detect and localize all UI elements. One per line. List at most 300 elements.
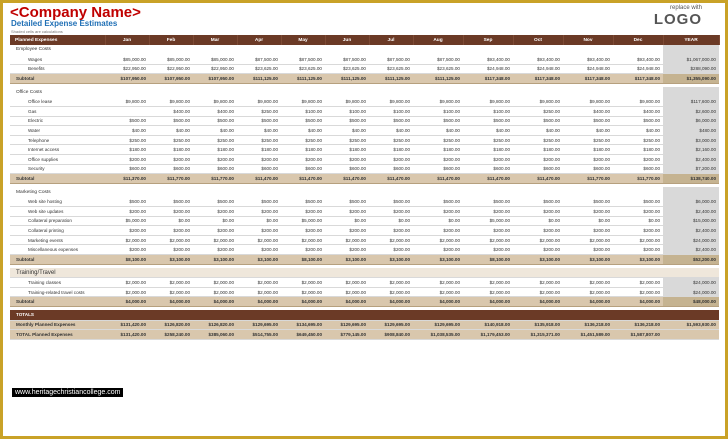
value-cell[interactable]: $200.00 [325,207,369,217]
value-cell[interactable]: $600.00 [613,164,663,174]
value-cell[interactable]: $117,348.00 [463,74,513,84]
value-cell[interactable]: $500.00 [513,116,563,126]
value-cell[interactable]: $200.00 [463,207,513,217]
value-cell[interactable]: $9,800.00 [413,97,463,107]
value-cell[interactable] [325,45,369,55]
value-cell[interactable]: $200.00 [613,245,663,255]
value-cell[interactable]: $200.00 [413,245,463,255]
value-cell[interactable]: $0.00 [369,216,413,226]
value-cell[interactable] [193,310,237,320]
value-cell[interactable]: $180.00 [563,145,613,155]
value-cell[interactable]: $200.00 [463,226,513,236]
value-cell[interactable]: $0.00 [193,216,237,226]
value-cell[interactable]: $200.00 [513,226,563,236]
value-cell[interactable]: $250.00 [613,135,663,145]
value-cell[interactable]: $500.00 [513,197,563,207]
value-cell[interactable]: $250.00 [149,135,193,145]
value-cell[interactable]: $4,000.00 [513,297,563,307]
value-cell[interactable]: $2,000.00 [237,278,281,288]
value-cell[interactable]: $3,100.00 [237,254,281,264]
value-cell[interactable]: $0.00 [149,216,193,226]
value-cell[interactable] [149,268,193,278]
year-total-cell[interactable]: $7,200.00 [663,164,719,174]
value-cell[interactable]: $2,000.00 [149,278,193,288]
value-cell[interactable] [281,310,325,320]
value-cell[interactable] [105,45,149,55]
value-cell[interactable]: $11,470.00 [369,174,413,184]
value-cell[interactable]: $129,695.00 [369,320,413,330]
value-cell[interactable] [413,187,463,197]
value-cell[interactable]: $9,800.00 [325,97,369,107]
value-cell[interactable] [463,187,513,197]
value-cell[interactable]: $4,000.00 [149,297,193,307]
value-cell[interactable]: $400.00 [613,107,663,117]
row-label[interactable]: Benefits [10,64,105,74]
value-cell[interactable]: $87,500.00 [325,55,369,65]
value-cell[interactable]: $3,100.00 [325,254,369,264]
value-cell[interactable]: $11,470.00 [237,174,281,184]
year-total-cell[interactable]: $2,400.00 [663,207,719,217]
row-label[interactable]: Subtotal [10,174,105,184]
value-cell[interactable]: $200.00 [325,245,369,255]
year-total-cell[interactable]: $24,000.00 [663,235,719,245]
value-cell[interactable]: $4,000.00 [281,297,325,307]
value-cell[interactable]: $4,000.00 [193,297,237,307]
value-cell[interactable] [369,310,413,320]
year-total-cell[interactable]: $52,200.00 [663,254,719,264]
value-cell[interactable]: $180.00 [325,145,369,155]
value-cell[interactable]: $600.00 [513,164,563,174]
value-cell[interactable] [463,268,513,278]
value-cell[interactable]: $400.00 [149,107,193,117]
value-cell[interactable]: $5,000.00 [281,216,325,226]
value-cell[interactable]: $4,000.00 [325,297,369,307]
value-cell[interactable]: $9,800.00 [563,97,613,107]
value-cell[interactable]: $40.00 [369,126,413,136]
value-cell[interactable]: $2,000.00 [463,287,513,297]
value-cell[interactable]: $200.00 [369,226,413,236]
value-cell[interactable]: $131,420.00 [105,320,149,330]
value-cell[interactable]: $200.00 [513,155,563,165]
value-cell[interactable]: $4,000.00 [369,297,413,307]
value-cell[interactable] [193,187,237,197]
value-cell[interactable]: $200.00 [149,155,193,165]
value-cell[interactable]: $40.00 [563,126,613,136]
value-cell[interactable]: $500.00 [563,116,613,126]
value-cell[interactable]: $500.00 [369,116,413,126]
value-cell[interactable]: $2,000.00 [563,278,613,288]
value-cell[interactable]: $180.00 [193,145,237,155]
value-cell[interactable]: $200.00 [613,155,663,165]
value-cell[interactable]: $250.00 [513,135,563,145]
value-cell[interactable]: $600.00 [563,164,613,174]
year-total-cell[interactable]: $6,000.00 [663,197,719,207]
value-cell[interactable]: $200.00 [613,226,663,236]
value-cell[interactable]: $4,000.00 [563,297,613,307]
value-cell[interactable]: $5,000.00 [105,216,149,226]
year-total-cell[interactable]: $117,600.00 [663,97,719,107]
value-cell[interactable]: $131,420.00 [105,330,149,340]
year-total-cell[interactable]: $480.00 [663,126,719,136]
value-cell[interactable]: $11,470.00 [463,174,513,184]
value-cell[interactable]: $23,625.00 [325,64,369,74]
value-cell[interactable]: $40.00 [105,126,149,136]
value-cell[interactable]: $2,000.00 [325,287,369,297]
value-cell[interactable]: $5,000.00 [463,216,513,226]
value-cell[interactable] [513,45,563,55]
value-cell[interactable]: $129,695.00 [325,320,369,330]
value-cell[interactable] [613,45,663,55]
value-cell[interactable]: $500.00 [281,116,325,126]
value-cell[interactable]: $111,125.00 [369,74,413,84]
value-cell[interactable]: $129,695.00 [237,320,281,330]
value-cell[interactable] [513,310,563,320]
value-cell[interactable]: $200.00 [613,207,663,217]
value-cell[interactable]: $500.00 [369,197,413,207]
value-cell[interactable] [105,87,149,97]
value-cell[interactable]: $2,000.00 [325,235,369,245]
value-cell[interactable]: $4,000.00 [413,297,463,307]
value-cell[interactable] [325,310,369,320]
value-cell[interactable]: $500.00 [237,197,281,207]
value-cell[interactable]: $0.00 [613,216,663,226]
value-cell[interactable] [193,268,237,278]
value-cell[interactable]: $200.00 [463,245,513,255]
value-cell[interactable]: $117,348.00 [563,74,613,84]
value-cell[interactable]: $4,000.00 [105,297,149,307]
row-label[interactable]: Telephone [10,135,105,145]
value-cell[interactable]: $11,470.00 [513,174,563,184]
year-total-cell[interactable]: $138,740.00 [663,174,719,184]
value-cell[interactable]: $200.00 [563,226,613,236]
value-cell[interactable]: $40.00 [513,126,563,136]
value-cell[interactable]: $500.00 [413,197,463,207]
row-label[interactable]: Marketing Costs [16,189,51,195]
value-cell[interactable] [369,45,413,55]
value-cell[interactable]: $9,800.00 [613,97,663,107]
value-cell[interactable]: $40.00 [281,126,325,136]
value-cell[interactable]: $258,240.00 [149,330,193,340]
value-cell[interactable] [325,87,369,97]
value-cell[interactable] [237,310,281,320]
row-label[interactable]: Marketing events [10,235,105,245]
value-cell[interactable] [237,45,281,55]
value-cell[interactable] [369,268,413,278]
year-total-cell[interactable] [663,268,719,278]
row-label[interactable]: Employee Costs [16,47,51,53]
row-label[interactable]: Subtotal [10,297,105,307]
year-total-cell[interactable] [663,187,719,197]
value-cell[interactable] [237,187,281,197]
value-cell[interactable]: $600.00 [281,164,325,174]
value-cell[interactable]: $93,400.00 [513,55,563,65]
row-label[interactable]: Office supplies [10,155,105,165]
value-cell[interactable]: $600.00 [149,164,193,174]
value-cell[interactable]: $9,800.00 [513,97,563,107]
value-cell[interactable]: $514,755.00 [237,330,281,340]
value-cell[interactable]: $40.00 [193,126,237,136]
value-cell[interactable]: $0.00 [325,216,369,226]
value-cell[interactable]: $200.00 [369,155,413,165]
row-label[interactable]: Web site updates [10,207,105,217]
value-cell[interactable]: $85,000.00 [193,55,237,65]
value-cell[interactable]: $40.00 [463,126,513,136]
year-total-cell[interactable] [663,45,719,55]
value-cell[interactable]: $93,400.00 [563,55,613,65]
row-label[interactable]: Collateral preparation [10,216,105,226]
value-cell[interactable]: $200.00 [281,226,325,236]
value-cell[interactable]: $9,800.00 [105,97,149,107]
value-cell[interactable] [281,268,325,278]
value-cell[interactable]: $2,000.00 [463,235,513,245]
value-cell[interactable] [413,87,463,97]
value-cell[interactable]: $8,100.00 [105,254,149,264]
value-cell[interactable]: $100.00 [413,107,463,117]
logo[interactable] [654,5,702,29]
year-total-cell[interactable] [663,330,719,340]
value-cell[interactable]: $4,000.00 [237,297,281,307]
value-cell[interactable]: $0.00 [513,216,563,226]
value-cell[interactable]: $400.00 [193,107,237,117]
value-cell[interactable]: $500.00 [463,116,513,126]
value-cell[interactable]: $1,315,371.00 [513,330,563,340]
value-cell[interactable]: $2,000.00 [613,287,663,297]
value-cell[interactable]: $200.00 [149,245,193,255]
value-cell[interactable]: $140,918.00 [463,320,513,330]
value-cell[interactable]: $3,100.00 [563,254,613,264]
value-cell[interactable] [325,187,369,197]
value-cell[interactable]: $40.00 [237,126,281,136]
value-cell[interactable]: $107,950.00 [105,74,149,84]
value-cell[interactable]: $3,100.00 [149,254,193,264]
value-cell[interactable]: $200.00 [149,226,193,236]
year-total-cell[interactable]: $288,090.00 [663,64,719,74]
value-cell[interactable]: $500.00 [105,116,149,126]
value-cell[interactable]: $1,179,453.00 [463,330,513,340]
column-header-aug[interactable]: Aug [413,35,463,45]
value-cell[interactable]: $2,000.00 [281,287,325,297]
value-cell[interactable]: $600.00 [463,164,513,174]
row-label[interactable]: Wages [10,55,105,65]
value-cell[interactable]: $2,000.00 [513,278,563,288]
value-cell[interactable]: $200.00 [237,245,281,255]
value-cell[interactable]: $3,100.00 [369,254,413,264]
year-total-cell[interactable] [663,87,719,97]
value-cell[interactable]: $0.00 [237,216,281,226]
value-cell[interactable]: $87,500.00 [237,55,281,65]
column-header-nov[interactable]: Nov [563,35,613,45]
value-cell[interactable]: $11,770.00 [149,174,193,184]
row-label[interactable]: Office lease [10,97,105,107]
value-cell[interactable] [463,87,513,97]
value-cell[interactable]: $180.00 [413,145,463,155]
value-cell[interactable]: $385,060.00 [193,330,237,340]
column-header-mar[interactable]: Mar [193,35,237,45]
value-cell[interactable]: $9,800.00 [149,97,193,107]
year-total-cell[interactable]: $1,067,000.00 [663,55,719,65]
value-cell[interactable]: $8,100.00 [281,254,325,264]
value-cell[interactable]: $200.00 [413,226,463,236]
value-cell[interactable]: $9,800.00 [281,97,325,107]
column-header-oct[interactable]: Oct [513,35,563,45]
value-cell[interactable]: $129,695.00 [413,320,463,330]
year-total-cell[interactable]: $15,000.00 [663,216,719,226]
row-label[interactable]: Gas [10,107,105,117]
value-cell[interactable] [613,187,663,197]
value-cell[interactable]: $200.00 [281,155,325,165]
value-cell[interactable]: $200.00 [105,226,149,236]
column-header-feb[interactable]: Feb [149,35,193,45]
value-cell[interactable]: $200.00 [149,207,193,217]
value-cell[interactable]: $649,450.00 [281,330,325,340]
value-cell[interactable]: $200.00 [325,155,369,165]
value-cell[interactable]: $200.00 [193,226,237,236]
year-total-cell[interactable]: $6,000.00 [663,116,719,126]
column-header-jun[interactable]: Jun [325,35,369,45]
value-cell[interactable] [149,45,193,55]
value-cell[interactable]: $250.00 [413,135,463,145]
value-cell[interactable]: $23,625.00 [281,64,325,74]
value-cell[interactable] [369,187,413,197]
value-cell[interactable]: $24,948.00 [613,64,663,74]
value-cell[interactable]: $180.00 [237,145,281,155]
value-cell[interactable] [413,268,463,278]
value-cell[interactable]: $250.00 [513,107,563,117]
value-cell[interactable]: $2,000.00 [149,287,193,297]
value-cell[interactable]: $2,000.00 [193,287,237,297]
value-cell[interactable] [237,87,281,97]
value-cell[interactable]: $0.00 [413,216,463,226]
value-cell[interactable]: $200.00 [369,207,413,217]
value-cell[interactable]: $500.00 [237,116,281,126]
value-cell[interactable]: $2,000.00 [413,235,463,245]
value-cell[interactable]: $200.00 [105,245,149,255]
value-cell[interactable]: $11,370.00 [105,174,149,184]
value-cell[interactable]: $2,000.00 [563,235,613,245]
value-cell[interactable]: $3,100.00 [613,254,663,264]
value-cell[interactable] [149,310,193,320]
value-cell[interactable] [563,268,613,278]
value-cell[interactable] [513,187,563,197]
value-cell[interactable]: $87,500.00 [369,55,413,65]
row-label[interactable]: Office Costs [16,89,43,95]
value-cell[interactable]: $1,451,589.00 [563,330,613,340]
value-cell[interactable]: $600.00 [237,164,281,174]
value-cell[interactable]: $600.00 [193,164,237,174]
value-cell[interactable]: $11,470.00 [281,174,325,184]
value-cell[interactable]: $134,695.00 [281,320,325,330]
value-cell[interactable]: $180.00 [369,145,413,155]
value-cell[interactable]: $9,800.00 [369,97,413,107]
value-cell[interactable]: $4,000.00 [613,297,663,307]
value-cell[interactable]: $200.00 [325,226,369,236]
value-cell[interactable]: $500.00 [281,197,325,207]
value-cell[interactable]: $180.00 [613,145,663,155]
value-cell[interactable] [413,310,463,320]
value-cell[interactable]: $200.00 [105,207,149,217]
value-cell[interactable]: $180.00 [281,145,325,155]
value-cell[interactable]: $117,348.00 [613,74,663,84]
value-cell[interactable]: $600.00 [105,164,149,174]
value-cell[interactable]: $11,470.00 [413,174,463,184]
value-cell[interactable]: $2,000.00 [613,235,663,245]
value-cell[interactable]: $250.00 [281,135,325,145]
row-label[interactable]: Miscellaneous expenses [10,245,105,255]
value-cell[interactable]: $93,400.00 [463,55,513,65]
value-cell[interactable]: $11,470.00 [325,174,369,184]
value-cell[interactable]: $2,000.00 [463,278,513,288]
value-cell[interactable]: $200.00 [563,207,613,217]
value-cell[interactable] [463,310,513,320]
year-total-cell[interactable]: $2,400.00 [663,226,719,236]
value-cell[interactable]: $908,840.00 [369,330,413,340]
value-cell[interactable]: $87,500.00 [413,55,463,65]
value-cell[interactable]: $0.00 [563,216,613,226]
value-cell[interactable]: $2,000.00 [281,278,325,288]
value-cell[interactable]: $600.00 [369,164,413,174]
value-cell[interactable]: $9,800.00 [193,97,237,107]
value-cell[interactable] [105,107,149,117]
value-cell[interactable]: $2,000.00 [563,287,613,297]
value-cell[interactable]: $111,125.00 [237,74,281,84]
value-cell[interactable]: $2,000.00 [513,235,563,245]
value-cell[interactable]: $9,800.00 [237,97,281,107]
value-cell[interactable]: $2,000.00 [281,235,325,245]
value-cell[interactable]: $200.00 [237,226,281,236]
row-label[interactable]: Monthly Planned Expenses [10,320,105,330]
value-cell[interactable]: $136,218.00 [613,320,663,330]
value-cell[interactable] [463,45,513,55]
value-cell[interactable]: $200.00 [237,207,281,217]
value-cell[interactable]: $250.00 [325,135,369,145]
value-cell[interactable]: $23,625.00 [413,64,463,74]
value-cell[interactable]: $500.00 [149,197,193,207]
row-label[interactable]: Subtotal [10,254,105,264]
column-header-year[interactable]: YEAR [663,35,719,45]
value-cell[interactable]: $250.00 [369,135,413,145]
value-cell[interactable]: $3,100.00 [413,254,463,264]
value-cell[interactable]: $2,000.00 [193,278,237,288]
column-header-apr[interactable]: Apr [237,35,281,45]
value-cell[interactable]: $2,000.00 [105,287,149,297]
column-header-jul[interactable]: Jul [369,35,413,45]
value-cell[interactable]: $500.00 [413,116,463,126]
value-cell[interactable]: $3,100.00 [193,254,237,264]
row-label[interactable]: Training/Travel [10,268,105,278]
row-label[interactable]: Training classes [10,278,105,288]
value-cell[interactable]: $250.00 [105,135,149,145]
value-cell[interactable]: $40.00 [149,126,193,136]
value-cell[interactable]: $200.00 [413,155,463,165]
value-cell[interactable] [105,268,149,278]
year-total-cell[interactable]: $2,400.00 [663,155,719,165]
value-cell[interactable]: $200.00 [513,207,563,217]
row-label[interactable]: Water [10,126,105,136]
value-cell[interactable]: $22,950.00 [193,64,237,74]
value-cell[interactable]: $200.00 [193,245,237,255]
value-cell[interactable]: $100.00 [369,107,413,117]
value-cell[interactable]: $100.00 [463,107,513,117]
row-label[interactable]: Security [10,164,105,174]
year-total-cell[interactable]: $24,000.00 [663,278,719,288]
value-cell[interactable] [613,87,663,97]
value-cell[interactable] [369,87,413,97]
value-cell[interactable]: $600.00 [413,164,463,174]
value-cell[interactable]: $8,100.00 [463,254,513,264]
value-cell[interactable]: $85,000.00 [105,55,149,65]
value-cell[interactable]: $22,950.00 [105,64,149,74]
value-cell[interactable]: $40.00 [613,126,663,136]
